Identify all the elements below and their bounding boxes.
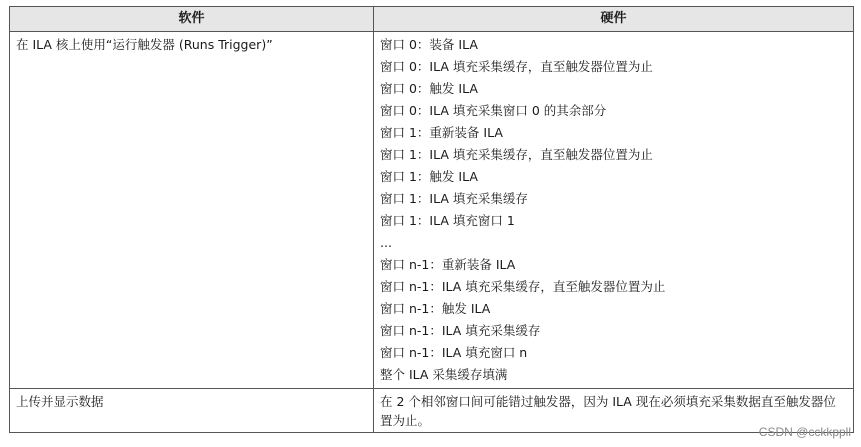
header-software: 软件 [10,7,374,32]
hardware-line: 窗口 n-1：ILA 填充采集缓存 [380,323,541,338]
hardware-line: 窗口 1：ILA 填充采集缓存，直至触发器位置为止 [380,147,653,162]
hardware-line: 整个 ILA 采集缓存填满 [380,367,508,382]
hardware-line: 窗口 0：触发 ILA [380,81,478,96]
table-header-row [10,7,854,32]
hardware-line: 窗口 n-1：ILA 填充窗口 n [380,345,528,360]
spec-table [9,6,854,433]
software-text: 上传并显示数据 [16,394,104,409]
hardware-line: 窗口 1：ILA 填充窗口 1 [380,213,515,228]
software-cell [10,32,374,389]
hardware-line: 窗口 0：装备 ILA [380,37,478,52]
hardware-line: 窗口 n-1：触发 ILA [380,301,491,316]
hardware-line: 窗口 0：ILA 填充采集缓存，直至触发器位置为止 [380,59,653,74]
table-row [10,389,854,433]
hardware-line: 窗口 1：ILA 填充采集缓存 [380,191,528,206]
header-hardware: 硬件 [374,7,854,32]
hardware-cell [374,32,854,389]
watermark: CSDN @cckkppll [758,425,851,439]
software-cell [10,389,374,433]
hardware-line: 窗口 0：ILA 填充采集窗口 0 的其余部分 [380,103,607,118]
hardware-line: 窗口 n-1：重新装备 ILA [380,257,516,272]
hardware-line: ... [380,235,392,250]
hardware-line: 窗口 1：触发 ILA [380,169,478,184]
table-row [10,32,854,389]
hardware-note: 在 2 个相邻窗口间可能错过触发器，因为 ILA 现在必须填充采集数据直至触发器位置为止。 [380,394,836,428]
hardware-line: 窗口 n-1：ILA 填充采集缓存，直至触发器位置为止 [380,279,666,294]
software-text: 在 ILA 核上使用“运行触发器 (Runs Trigger)” [16,37,273,52]
hardware-line: 窗口 1：重新装备 ILA [380,125,503,140]
